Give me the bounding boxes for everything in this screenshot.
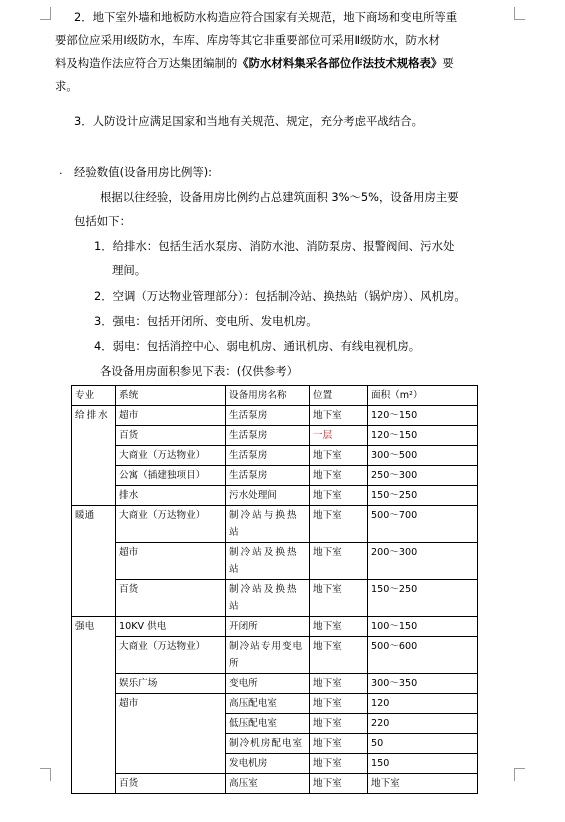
room-cell: 制冷站及换热站 — [226, 580, 310, 617]
discipline-power: 强电 — [72, 617, 116, 794]
room-cell: 高压配电室 — [226, 694, 310, 714]
header-area: 面积（m²） — [368, 386, 478, 406]
room-cell: 制冷站专用变电所 — [226, 637, 310, 674]
room-cell: 开闭所 — [226, 617, 310, 637]
experience-heading: 经验数值(设备用房比例等): — [74, 165, 213, 179]
header-system: 系统 — [116, 386, 226, 406]
location-cell: 地下室 — [310, 674, 368, 694]
paragraph-2-line-2: 要部位应采用Ⅰ级防水，车库、库房等其它非重要部位可采用Ⅱ级防水，防水材 — [55, 33, 440, 47]
item-1-line-2: 理间。 — [112, 263, 147, 277]
location-cell: 地下室 — [310, 637, 368, 674]
system-cell: 大商业（万达物业） — [116, 637, 226, 674]
location-cell: 地下室 — [310, 543, 368, 580]
location-cell: 地下室 — [310, 714, 368, 734]
paragraph-2-line-3-text: 料及构造作法应符合万达集团编制的 — [55, 56, 238, 70]
room-cell: 低压配电室 — [226, 714, 310, 734]
paragraph-2-line-4: 求。 — [55, 79, 78, 93]
table-row — [72, 543, 478, 580]
table-row — [72, 486, 478, 506]
crop-mark-top-right — [514, 7, 525, 20]
table-row — [72, 506, 478, 543]
area-cell: 300～500 — [368, 446, 478, 466]
location-cell: 地下室 — [310, 406, 368, 426]
area-cell: 500～700 — [368, 506, 478, 543]
area-cell: 120 — [368, 694, 478, 714]
crop-mark-bottom-left — [40, 768, 51, 781]
room-cell: 污水处理间 — [226, 486, 310, 506]
location-cell: 地下室 — [310, 617, 368, 637]
table-row — [72, 466, 478, 486]
system-cell: 排水 — [116, 486, 226, 506]
crop-mark-top-left — [40, 7, 51, 20]
table-header-row — [72, 386, 478, 406]
location-cell: 地下室 — [310, 446, 368, 466]
system-cell: 公寓（插建独项目） — [116, 466, 226, 486]
paragraph-2-line-3-end: 要 — [442, 56, 454, 70]
system-cell: 超市 — [116, 406, 226, 426]
room-cell: 生活泵房 — [226, 466, 310, 486]
room-cell: 生活泵房 — [226, 446, 310, 466]
table-row — [72, 426, 478, 446]
item-3: 3．强电：包括开闭所、变电所、发电机房。 — [94, 314, 318, 328]
location-cell-highlight: 一层 — [310, 426, 368, 446]
item-4: 4．弱电：包括消控中心、弱电机房、通讯机房、有线电视机房。 — [94, 339, 421, 353]
area-cell: 120～150 — [368, 406, 478, 426]
location-cell: 地下室 — [310, 580, 368, 617]
paragraph-2-line-3 — [55, 58, 454, 69]
location-cell: 地下室 — [310, 734, 368, 754]
equipment-room-table — [71, 385, 478, 794]
discipline-water: 给排水 — [72, 406, 116, 506]
table-caption: 各设备用房面积参见下表：(仅供参考） — [100, 364, 299, 378]
room-cell: 制冷站及换热站 — [226, 543, 310, 580]
system-cell: 百货 — [116, 774, 226, 794]
system-cell: 娱乐广场 — [116, 674, 226, 694]
location-cell: 地下室 — [310, 486, 368, 506]
table-row — [72, 617, 478, 637]
area-cell: 50 — [368, 734, 478, 754]
location-cell: 地下室 — [310, 754, 368, 774]
paragraph-2-line-1: 2．地下室外墙和地板防水构造应符合国家有关规范，地下商场和变电所等重 — [74, 10, 458, 24]
experience-line-1: 根据以往经验，设备用房比例约占总建筑面积 3%～5%，设备用房主要 — [100, 190, 459, 204]
area-cell: 地下室 — [368, 774, 478, 794]
crop-mark-bottom-right — [514, 768, 525, 781]
table-row — [72, 406, 478, 426]
area-cell: 150～250 — [368, 486, 478, 506]
header-discipline: 专业 — [72, 386, 116, 406]
area-cell: 150 — [368, 754, 478, 774]
bullet-icon: · — [59, 167, 63, 180]
table-row — [72, 694, 478, 714]
area-cell: 200～300 — [368, 543, 478, 580]
area-cell: 220 — [368, 714, 478, 734]
system-cell: 百货 — [116, 580, 226, 617]
area-cell: 250～300 — [368, 466, 478, 486]
location-cell: 地下室 — [310, 694, 368, 714]
area-cell: 100～150 — [368, 617, 478, 637]
area-cell: 120～150 — [368, 426, 478, 446]
location-cell: 地下室 — [310, 466, 368, 486]
room-cell: 生活泵房 — [226, 406, 310, 426]
header-location: 位置 — [310, 386, 368, 406]
system-cell: 超市 — [116, 543, 226, 580]
room-cell: 制冷站与换热站 — [226, 506, 310, 543]
paragraph-3: 3．人防设计应满足国家和当地有关规范、规定，充分考虑平战结合。 — [74, 114, 423, 128]
table-row — [72, 580, 478, 617]
spec-document-title: 《防水材料集采各部位作法技术规格表》 — [237, 56, 443, 70]
room-cell: 变电所 — [226, 674, 310, 694]
table-row — [72, 446, 478, 466]
system-cell: 大商业（万达物业） — [116, 446, 226, 466]
item-2: 2．空调（万达物业管理部分）：包括制冷站、换热站（锅炉房）、风机房。 — [94, 289, 466, 303]
system-cell: 大商业（万达物业） — [116, 506, 226, 543]
location-cell: 地下室 — [310, 774, 368, 794]
experience-line-2: 包括如下： — [74, 214, 131, 228]
table-row — [72, 774, 478, 794]
header-room-name: 设备用房名称 — [226, 386, 310, 406]
room-cell: 生活泵房 — [226, 426, 310, 446]
table-row — [72, 674, 478, 694]
discipline-hvac: 暖通 — [72, 506, 116, 617]
area-cell: 500～600 — [368, 637, 478, 674]
location-cell: 地下室 — [310, 506, 368, 543]
system-cell: 超市 — [116, 694, 226, 774]
item-1-line-1: 1．给排水：包括生活水泵房、消防水池、消防泵房、报警阀间、污水处 — [94, 239, 455, 253]
room-cell: 高压室 — [226, 774, 310, 794]
area-cell: 300～350 — [368, 674, 478, 694]
room-cell: 发电机房 — [226, 754, 310, 774]
table-row — [72, 637, 478, 674]
area-cell: 150～250 — [368, 580, 478, 617]
system-cell: 百货 — [116, 426, 226, 446]
room-cell: 制冷机房配电室 — [226, 734, 310, 754]
system-cell: 10KV 供电 — [116, 617, 226, 637]
